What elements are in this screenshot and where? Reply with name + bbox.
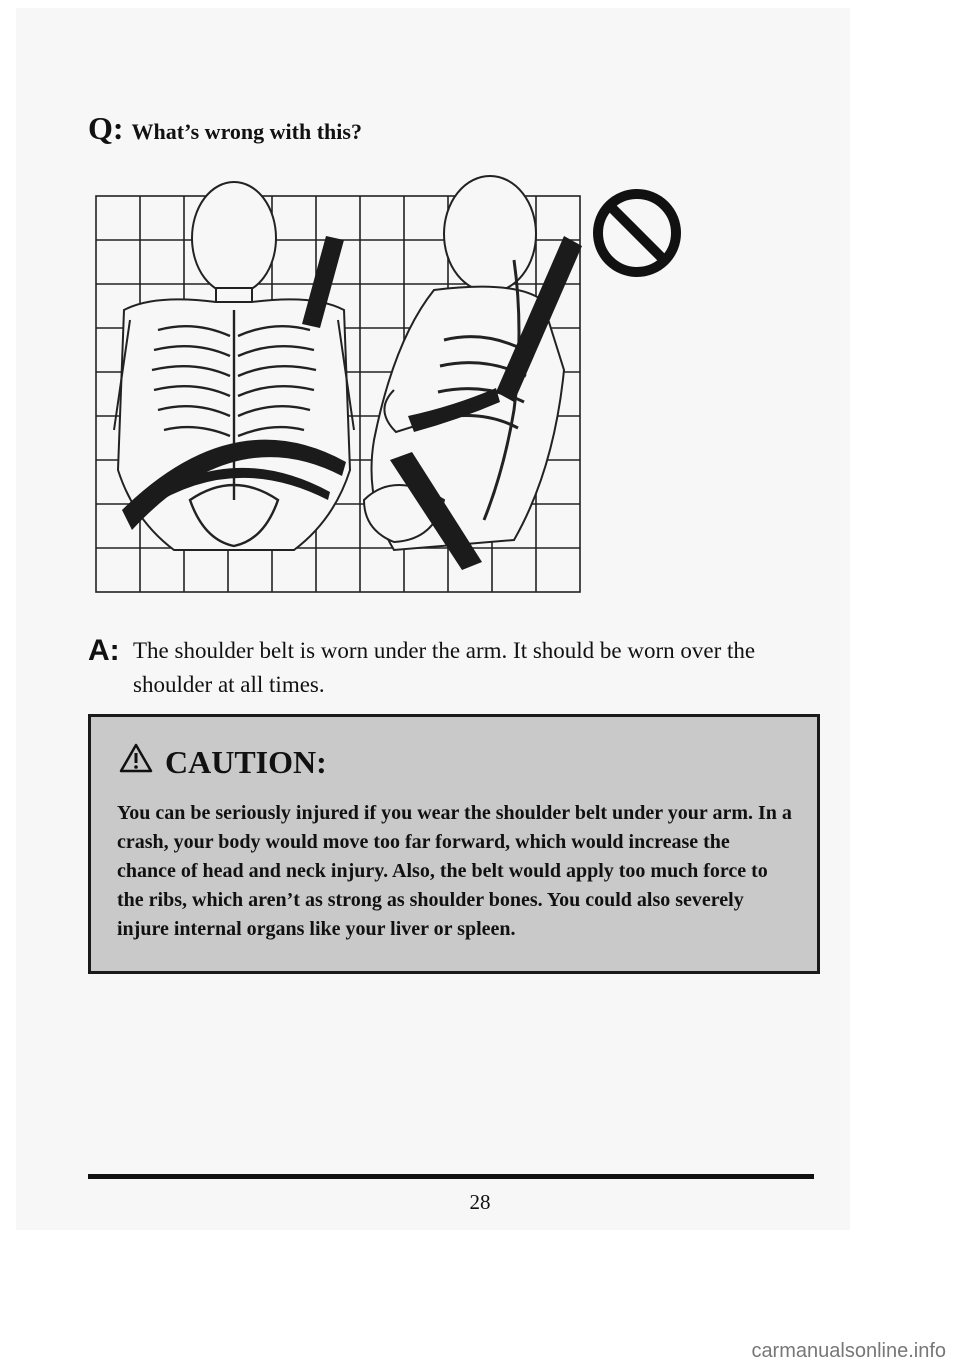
question-marker: Q: <box>88 110 124 146</box>
warning-triangle-icon <box>119 743 153 781</box>
caution-heading <box>119 743 327 781</box>
question <box>88 110 362 147</box>
answer-marker: A: <box>88 634 120 667</box>
caution-box <box>88 714 820 974</box>
answer <box>88 634 818 702</box>
seatbelt-illustration <box>94 170 582 594</box>
question-text: What’s wrong with this? <box>131 119 362 144</box>
answer-text: The shoulder belt is worn under the arm. It should be worn over the shoulder at all times. <box>133 638 756 697</box>
page-number: 28 <box>469 1190 491 1214</box>
prohibited-icon <box>590 186 684 280</box>
footer-rule <box>88 1174 814 1179</box>
caution-text: You can be seriously injured if you wear the shoulder belt under your arm. In a crash, your body would move too far forward, which would increase the chance of head and neck injury. Also, the belt would apply too much force to the ribs, which aren’t as strong as shoulder bones. You could also severely injure internal organs like your liver or spleen. <box>117 802 792 940</box>
caution-title: CAUTION: <box>165 743 327 780</box>
watermark: carmanualsonline.info <box>751 1340 946 1362</box>
